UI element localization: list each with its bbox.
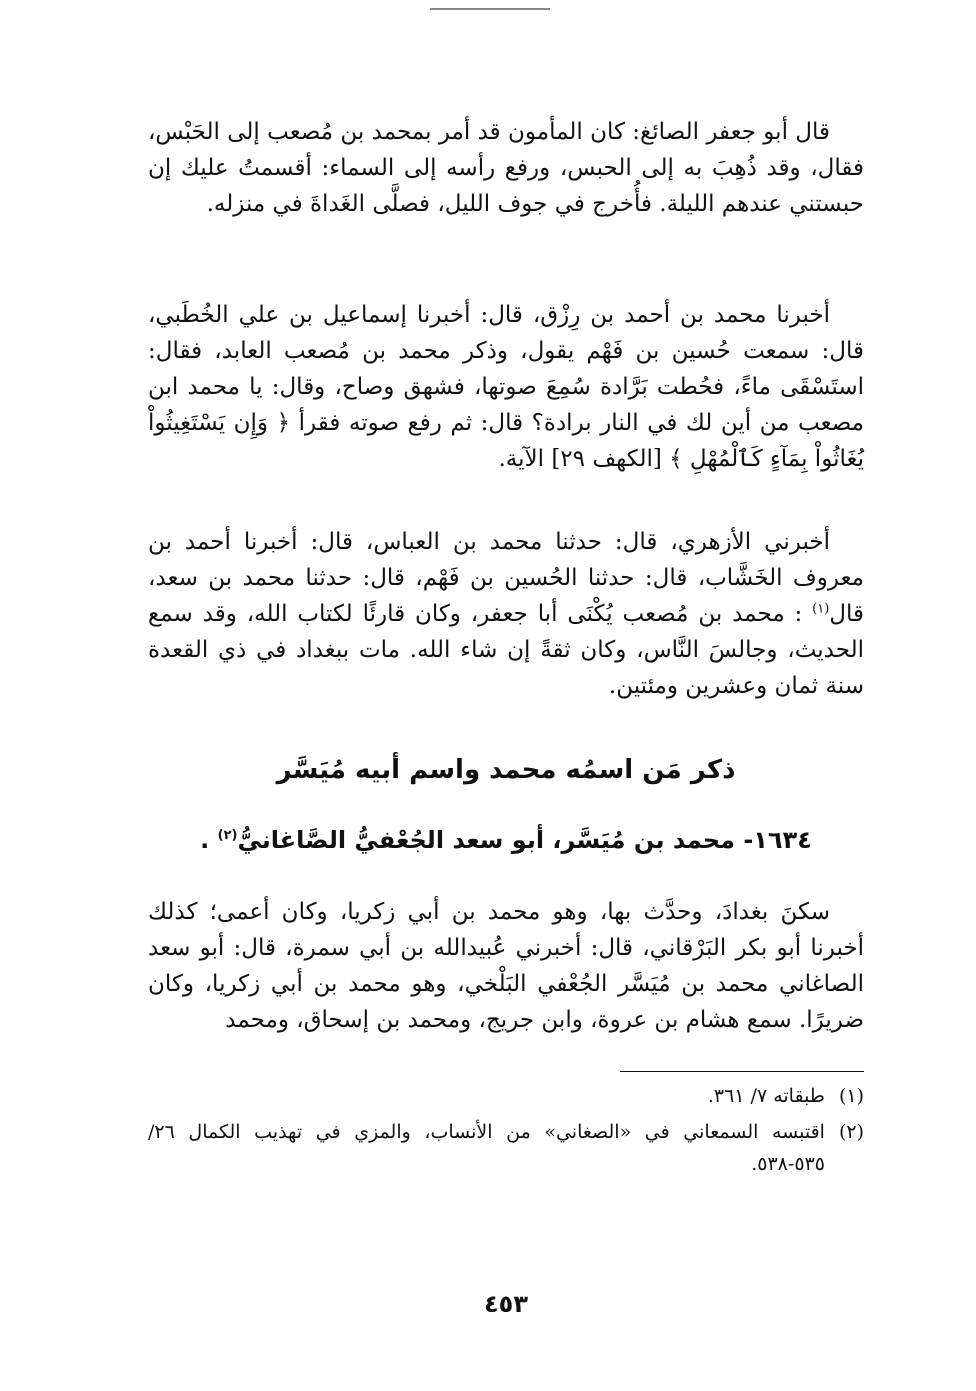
paragraph-3-text: أخبرني الأزهري، قال: حدثنا محمد بن العباس، قال: أخبرنا أحمد بن معروف الخَشَّاب، قال: حدثنا الحُسين بن فَهْم، قال: حدثنا محمد بن سعد، قال: [148, 529, 865, 627]
quran-reference: [الكهف ٢٩] الآية.: [498, 446, 662, 472]
page-number: ٤٥٣: [484, 1290, 528, 1318]
footnote-1-text: طبقاته ٧/ ٣٦١.: [707, 1085, 825, 1107]
footnote-2-number: (٢): [838, 1121, 864, 1143]
paragraph-1-text: قال أبو جعفر الصائغ: كان المأمون قد أمر بمحمد بن مُصعب إلى الحَبْس، فقال، وقد ذُهِبَ به إلى الحبس، ورفع رأسه إلى السماء: أقسمتُ عليك إن حبستني عندهم الليلة. فأُخرج في جوف الليل، فصلَّى الغَداةَ في منزله.: [148, 119, 864, 217]
paragraph-1: [148, 114, 864, 222]
top-decoration: [430, 8, 550, 10]
entry-heading-text: ١٦٣٤- محمد بن مُيَسَّر، أبو سعد الجُعْفيُّ الصَّاغانيُّ: [237, 826, 812, 854]
footnote-1: [148, 1080, 864, 1112]
paragraph-3-rest: : محمد بن مُصعب يُكْنَى أبا جعفر، وكان قارئًا لكتاب الله، وقد سمع الحديث، وجالسَ النَّاس، وكان ثقةً إن شاء الله. مات ببغداد في ذي القعدة سنة ثمان وعشرين ومئتين.: [148, 601, 864, 699]
footnote-divider: [620, 1071, 864, 1072]
footnote-ref-2[interactable]: (٢): [217, 828, 238, 843]
footnote-2-text: اقتبسه السمعاني في «الصغاني» من الأنساب، والمزي في تهذيب الكمال ٢٦/ ٥٣٥-٥٣٨.: [148, 1121, 825, 1175]
footnote-2: [148, 1116, 864, 1180]
paragraph-4-text: سكنَ بغدادَ، وحدَّث بها، وهو محمد بن أبي زكريا، وكان أعمى؛ كذلك أخبرنا أبو بكر البَرْقاني، قال: أخبرني عُبيدالله بن أبي سمرة، قال: أبو سعد الصاغاني محمد بن مُيَسَّر الجُعْفي البَلْخي، وهو محمد بن أبي زكريا، وكان ضريرًا. سمع هشام بن عروة، وابن جريج، ومحمد بن إسحاق، ومحمد: [148, 899, 864, 1033]
paragraph-2-text: أخبرنا محمد بن أحمد بن رِزْق، قال: أخبرنا إسماعيل بن علي الخُطَبي، قال: سمعت حُسين بن فَهْم يقول، وذكر محمد بن مُصعب العابد، فقال: استَسْقَى ماءً، فحُطت بَرَّادة سُمِعَ صوتها، فشهق وصاح، وقال: يا محمد ابن مصعب من أين لك في النار برادة؟ قال: ثم رفع صوته فقرأ: [148, 302, 864, 436]
paragraph-2: [148, 297, 864, 477]
footnotes: [148, 1080, 864, 1184]
paragraph-4: [148, 894, 864, 1038]
footnote-ref-1[interactable]: (١): [812, 601, 830, 617]
entry-heading-end: .: [200, 826, 210, 854]
quran-quote: ﴿ وَإِن يَسْتَغِيثُواْ يُغَاثُواْ بِمَآءٍ كَٱلْمُهْلِ ﴾: [148, 410, 864, 472]
entry-heading: [148, 826, 864, 854]
footnote-1-number: (١): [838, 1085, 864, 1107]
paragraph-3: [148, 524, 864, 704]
section-heading: ذكر مَن اسمُه محمد واسم أبيه مُيَسَّر: [276, 755, 736, 785]
